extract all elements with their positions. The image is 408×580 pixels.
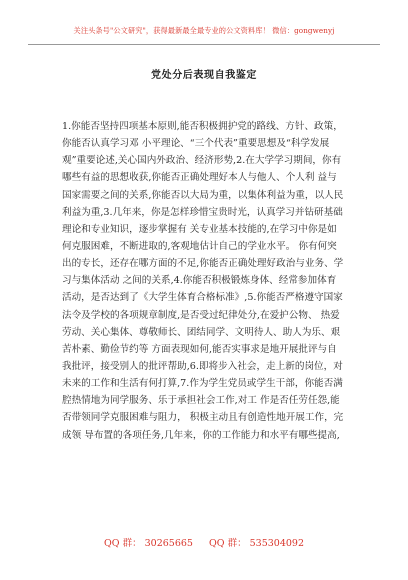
- body-line: 劳动、关心集体、尊敬师长、团结同学、文明待人、助人为乐、艰: [62, 326, 341, 338]
- body-line: 未来的工作和生活有何打算,7.作为学生党员或学生干部，你能否满: [62, 378, 343, 390]
- header-banner: 关注头条号"公文研究"，获得最新最全最专业的公文资料库！ 微信：gongwenyj: [73, 26, 335, 35]
- body-line: 苦朴素、勤俭节约等 方面表现如何,能否实事求是地开展批评与自: [62, 343, 337, 355]
- document-title: 党处分后表现自我鉴定: [151, 70, 257, 81]
- body-line: 否带领同学克服困难与阻力， 积极主动且有创造性地开展工作，完: [62, 412, 344, 424]
- document-body: [62, 118, 344, 444]
- body-line: 习与集体活动 之间的关系,4.你能否积极锻炼身体、经常参加体育: [62, 275, 337, 287]
- body-line: 理论和专业知识，逐步掌握有 关专业基本技能的,在学习中你是如: [62, 223, 337, 235]
- body-line: 何克服困难，不断进取的,客观地估计自己的学业水平。 你有何突: [62, 240, 337, 252]
- header-divider: [28, 44, 380, 45]
- qq-group-2: QQ 群： 535304092: [208, 538, 304, 549]
- qq-group-1: QQ 群： 30265665: [104, 538, 193, 549]
- body-line: 成领 导布置的各项任务,几年来，你的工作能力和水平有哪些提高,: [62, 429, 340, 441]
- body-line: 腔热情地为同学服务、乐于承担社会工作,对工 作是否任劳任怨,能: [62, 395, 340, 407]
- body-line: 活动，是否达到了《大学生体育合格标准》,5.你能否严格遵守国家: [62, 292, 343, 304]
- body-line: 国家需要之间的关系,你能否以大局为重，以集体利益为重，以人民: [62, 189, 344, 201]
- body-line: 你能否认真学习邓 小平理论、“三个代表”重要思想及“科学发展: [62, 138, 330, 150]
- body-line: 出的专长，还存在哪方面的不足,你能否正确处理好政治与业务、学: [62, 258, 344, 270]
- body-line: 法令及学校的各项规章制度,是否受过纪律处分,在爱护公物、 热爱: [62, 309, 340, 321]
- body-line: 我批评，接受别人的批评帮助,6.即将步入社会，走上新的岗位，对: [62, 360, 343, 372]
- body-line: 1.你能否坚持四项基本原则,能否积极拥护党的路线、方针、政策，: [62, 121, 343, 132]
- body-line: 观”重要论述,关心国内外政治、经济形势,2.在大学学习期间，你有: [62, 155, 342, 167]
- body-line: 利益为重,3.几年来，你是怎样珍惜宝贵时光，认真学习并钻研基础: [62, 206, 343, 218]
- footer: [0, 538, 408, 550]
- body-line: 哪些有益的思想收获,你能否正确处理好本人与他人、个人利 益与: [62, 172, 337, 184]
